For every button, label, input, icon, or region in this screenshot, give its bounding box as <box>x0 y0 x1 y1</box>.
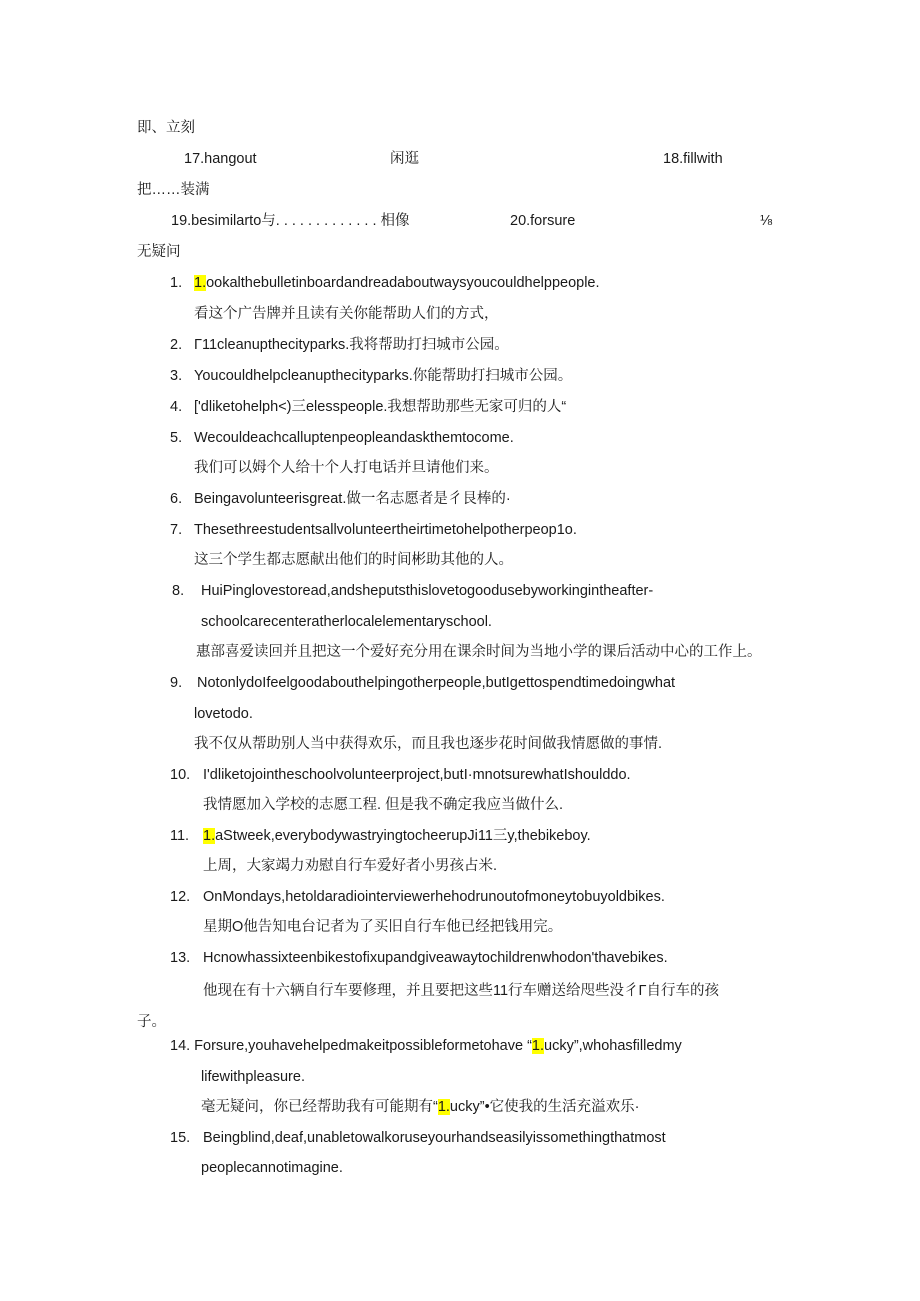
sentence-number: 11. <box>170 828 190 844</box>
sentence-english: Thesethreestudentsallvolunteertheirtimetohelpotherpeop1o. <box>194 522 577 538</box>
sentence-number: 5. <box>170 430 183 446</box>
glossary-term-19: 19.besimilarto与. . . . . . . . . . . . . 相像 <box>171 213 410 229</box>
sentence-english: Youcouldhelpcleanupthecityparks.你能帮助打扫城市公园。 <box>194 368 573 384</box>
sentence-number: 4. <box>170 399 183 415</box>
sentence-english: HuiPinglovestoread,andsheputsthislovetogoodusebyworkingintheafter- <box>201 583 654 599</box>
sentence-chinese: 我情愿加入学校的志愿工程. 但是我不确定我应当做什么. <box>203 797 564 813</box>
glossary-term-18: 18.fillwith <box>663 151 723 167</box>
sentence-chinese-cont: 子。 <box>137 1014 166 1030</box>
sentence-number: 3. <box>170 368 183 384</box>
sentence-english: 14. Forsure,youhavehelpedmakeitpossibleformetohave “1.ucky”,whohasfilledmy <box>170 1038 682 1054</box>
glossary-meaning-17: 闲逛 <box>390 151 419 167</box>
sentence-chinese: 毫无疑问，你已经帮助我有可能期有“1.ucky”•它使我的生活充溢欢乐· <box>201 1099 640 1115</box>
sentence-number: 15. <box>170 1130 191 1146</box>
highlight: 1. <box>194 275 207 291</box>
sentence-number: 10. <box>170 767 191 783</box>
glossary-term-20: 20.forsure <box>510 213 576 229</box>
sentence-chinese: 惠部喜爱读回并且把这一个爱好充分用在课余时间为当地小学的课后活动中心的工作上。 <box>196 644 762 660</box>
sentence-english: OnMondays,hetoldaradiointerviewerhehodrunoutofmoneytobuyoldbikes. <box>203 889 665 905</box>
sentence-english: 1.aStweek,everybodywastryingtocheerupJi11三y,thebikeboy. <box>203 828 591 844</box>
glossary-term-17: 17.hangout <box>184 151 257 167</box>
sentence-english: Beingblind,deaf,unabletowalkoruseyourhandseasilyissomethingthatmost <box>203 1130 666 1146</box>
sentence-number: 7. <box>170 522 183 538</box>
sentence-english: Beingavolunteerisgreat.做一名志愿者是彳艮棒的· <box>194 491 511 507</box>
sentence-chinese: 这三个学生都志愿献出他们的时间彬助其他的人。 <box>194 552 513 568</box>
sentence-number: 12. <box>170 889 191 905</box>
sentence-english: Γ11cleanupthecityparks.我将帮助打扫城市公园。 <box>194 337 509 353</box>
sentence-english-cont: schoolcarecenteratherlocalelementaryschool. <box>201 614 492 630</box>
highlight: 1. <box>437 1099 450 1115</box>
sentence-chinese: 看这个广告牌并且读有关你能帮助人们的方式， <box>194 306 499 322</box>
sentence-chinese: 我不仅从帮助别人当中获得欢乐，而且我也逐步花时间做我情愿做的事情. <box>194 736 663 752</box>
sentence-english: 1.ookalthebulletinboardandreadaboutwaysyoucouldhelppeople. <box>194 275 600 291</box>
sentence-english: I'dliketojointheschoolvolunteerproject,butI·mnotsurewhatIshoulddo. <box>203 767 631 783</box>
glossary-line: 即、立刻 <box>137 120 195 136</box>
sentence-number: 8. <box>172 583 185 599</box>
sentence-english: Wecouldeachcalluptenpeopleandaskthemtocome. <box>194 430 514 446</box>
sentence-english-cont: peoplecannotimagine. <box>201 1160 343 1176</box>
sentence-number: 6. <box>170 491 183 507</box>
sentence-chinese: 上周，大家竭力劝慰自行车爱好者小男孩占米. <box>203 858 498 874</box>
sentence-chinese: 星期O他告知电台记者为了买旧自行车他已经把钱用完。 <box>203 919 563 935</box>
sentence-number: 9. <box>170 675 183 691</box>
glossary-meaning-18: 把……装满 <box>137 182 210 198</box>
glossary-mark: ⅛ <box>760 213 773 229</box>
sentence-english: ['dliketohelph<)三elesspeople.我想帮助那些无家可归的人“ <box>194 399 567 415</box>
sentence-english: Hcnowhassixteenbikestofixupandgiveawaytochildrenwhodon'thavebikes. <box>203 950 668 966</box>
sentence-number: 2. <box>170 337 183 353</box>
sentence-english-cont: lovetodo. <box>194 706 253 722</box>
sentence-english: NotonlydoIfeelgoodabouthelpingotherpeople,butIgettospendtimedoingwhat <box>197 675 676 691</box>
highlight: 1. <box>203 828 216 844</box>
glossary-meaning-20: 无疑问 <box>137 244 181 260</box>
sentence-chinese: 我们可以姆个人给十个人打电话并旦请他们来。 <box>194 460 499 476</box>
sentence-number: 13. <box>170 950 191 966</box>
sentence-number: 1. <box>170 275 183 291</box>
highlight: 1. <box>531 1038 544 1054</box>
sentence-chinese: 他现在有十六辆自行车要修理，并且要把这些11行车赠送给咫些没彳Γ自行车的孩 <box>203 983 720 999</box>
sentence-english-cont: lifewithpleasure. <box>201 1069 305 1085</box>
